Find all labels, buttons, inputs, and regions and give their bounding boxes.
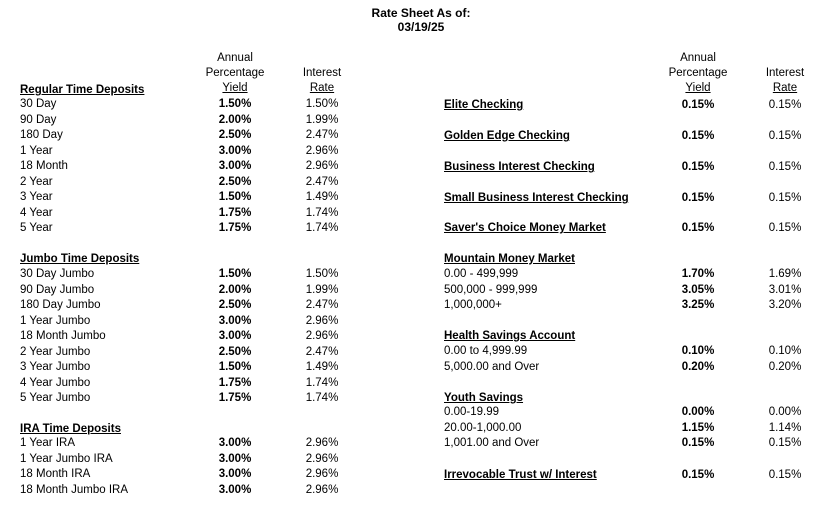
row-apy: 2.50% (218, 129, 252, 141)
business-interest-checking-rate: 0.15% (768, 161, 802, 173)
right-rate-header-rate: Rate (772, 82, 798, 94)
small-business-interest-checking-apy: 0.15% (681, 192, 715, 204)
row-label: 4 Year Jumbo (20, 376, 91, 389)
row-label: 2 Year Jumbo (20, 345, 91, 358)
row-rate: 2.96% (305, 144, 339, 157)
small-business-interest-checking-label: Small Business Interest Checking (444, 192, 629, 204)
regular-time-deposits-heading: Regular Time Deposits (20, 84, 145, 96)
row-apy: 3.00% (218, 437, 252, 449)
as-of-date: 03/19/25 (397, 20, 445, 34)
row-label: 1 Year IRA (20, 437, 75, 449)
row-rate: 2.47% (305, 129, 339, 141)
row-label: 18 Month (20, 160, 68, 172)
row-label: 0.00 - 499,999 (444, 268, 519, 280)
row-rate: 2.96% (305, 483, 339, 496)
row-rate: 1.99% (305, 283, 339, 296)
row-apy: 0.15% (681, 437, 715, 449)
row-apy: 2.00% (218, 113, 252, 126)
row-apy: 1.70% (681, 268, 715, 280)
elite-checking-apy: 0.15% (681, 99, 715, 111)
row-label: 0.00-19.99 (444, 406, 499, 418)
row-rate: 0.10% (768, 345, 802, 357)
row-apy: 3.00% (218, 144, 252, 157)
row-apy: 2.50% (218, 345, 252, 358)
row-label: 0.00 to 4,999.99 (444, 345, 528, 357)
left-apy-header-percentage: Percentage (205, 67, 265, 79)
row-label: 1 Year Jumbo (20, 314, 91, 327)
row-label: 18 Month IRA (20, 468, 91, 480)
row-label: 90 Day (20, 113, 57, 126)
row-apy: 1.15% (681, 421, 715, 434)
row-rate: 1.74% (305, 222, 339, 234)
row-rate: 1.99% (305, 113, 339, 126)
row-apy: 3.00% (218, 452, 252, 465)
left-apy-header-annual: Annual (217, 52, 253, 64)
row-rate: 1.14% (768, 421, 802, 434)
row-apy: 1.50% (218, 98, 252, 110)
row-rate: 2.47% (305, 175, 339, 188)
row-rate: 1.50% (305, 268, 339, 280)
row-label: 30 Day Jumbo (20, 268, 95, 280)
row-apy: 1.50% (218, 191, 252, 203)
row-apy: 1.50% (218, 361, 252, 373)
row-label: 3 Year (20, 191, 53, 203)
small-business-interest-checking-rate: 0.15% (768, 192, 802, 204)
row-label: 180 Day Jumbo (20, 299, 101, 311)
savers-choice-money-market-label: Saver's Choice Money Market (444, 222, 606, 234)
row-label: 1,000,000+ (444, 299, 502, 311)
row-label: 2 Year (20, 175, 53, 188)
left-rate-header-rate: Rate (309, 82, 335, 94)
row-rate: 2.47% (305, 345, 339, 358)
row-apy: 3.00% (218, 483, 252, 496)
jumbo-time-deposits-heading: Jumbo Time Deposits (20, 253, 140, 265)
row-rate: 1.74% (305, 206, 339, 219)
row-rate: 1.49% (305, 361, 339, 373)
row-rate: 2.96% (305, 468, 339, 480)
row-label: 1 Year Jumbo IRA (20, 452, 113, 465)
row-rate: 1.49% (305, 191, 339, 203)
right-rate-header-interest: Interest (765, 67, 805, 79)
row-label: 5 Year Jumbo (20, 392, 91, 404)
health-savings-account-heading: Health Savings Account (444, 330, 576, 342)
row-apy: 1.75% (218, 222, 252, 234)
row-apy: 0.20% (681, 360, 715, 373)
row-rate: 2.96% (305, 437, 339, 449)
row-label: 18 Month Jumbo IRA (20, 483, 129, 496)
row-rate: 0.15% (768, 437, 802, 449)
left-rate-header-interest: Interest (302, 67, 342, 79)
golden-edge-checking-label: Golden Edge Checking (444, 130, 570, 142)
row-rate: 1.74% (305, 392, 339, 404)
row-label: 1 Year (20, 144, 53, 157)
row-label: 180 Day (20, 129, 63, 141)
row-rate: 2.96% (305, 452, 339, 465)
row-apy: 2.00% (218, 283, 252, 296)
irrevocable-trust-rate: 0.15% (768, 469, 802, 481)
row-rate: 2.96% (305, 330, 339, 342)
row-label: 5 Year (20, 222, 53, 234)
row-rate: 3.01% (768, 283, 802, 296)
row-apy: 1.75% (218, 376, 252, 389)
right-apy-header-percentage: Percentage (668, 67, 728, 79)
row-rate: 0.20% (768, 360, 802, 373)
golden-edge-checking-rate: 0.15% (768, 130, 802, 142)
row-rate: 2.47% (305, 299, 339, 311)
ira-time-deposits-heading: IRA Time Deposits (20, 423, 121, 435)
row-apy: 1.75% (218, 392, 252, 404)
elite-checking-label: Elite Checking (444, 99, 524, 111)
row-apy: 2.50% (218, 175, 252, 188)
row-rate: 3.20% (768, 299, 802, 311)
row-label: 20.00-1,000.00 (444, 421, 522, 434)
row-rate: 2.96% (305, 160, 339, 172)
row-apy: 3.00% (218, 160, 252, 172)
irrevocable-trust-label: Irrevocable Trust w/ Interest (444, 469, 597, 481)
savers-choice-money-market-rate: 0.15% (768, 222, 802, 234)
row-apy: 1.75% (218, 206, 252, 219)
row-apy: 2.50% (218, 299, 252, 311)
row-rate: 1.69% (768, 268, 802, 280)
mountain-money-market-heading: Mountain Money Market (444, 253, 575, 265)
left-apy-header-yield: Yield (222, 82, 248, 94)
irrevocable-trust-apy: 0.15% (681, 469, 715, 481)
row-rate: 2.96% (305, 314, 339, 327)
right-apy-header-annual: Annual (680, 52, 716, 64)
row-apy: 3.25% (681, 299, 715, 311)
row-label: 30 Day (20, 98, 57, 110)
row-rate: 1.50% (305, 98, 339, 110)
business-interest-checking-apy: 0.15% (681, 161, 715, 173)
row-apy: 3.00% (218, 314, 252, 327)
row-label: 1,001.00 and Over (444, 437, 540, 449)
row-apy: 3.00% (218, 468, 252, 480)
row-apy: 3.00% (218, 330, 252, 342)
business-interest-checking-label: Business Interest Checking (444, 161, 595, 173)
elite-checking-rate: 0.15% (768, 99, 802, 111)
row-label: 3 Year Jumbo (20, 361, 91, 373)
savers-choice-money-market-apy: 0.15% (681, 222, 715, 234)
row-label: 18 Month Jumbo (20, 330, 106, 342)
row-rate: 1.74% (305, 376, 339, 389)
row-apy: 0.10% (681, 345, 715, 357)
row-rate: 0.00% (768, 406, 802, 418)
row-apy: 3.05% (681, 283, 715, 296)
row-apy: 1.50% (218, 268, 252, 280)
golden-edge-checking-apy: 0.15% (681, 130, 715, 142)
page-title: Rate Sheet As of: (371, 6, 471, 20)
row-label: 4 Year (20, 206, 53, 219)
row-apy: 0.00% (681, 406, 715, 418)
right-apy-header-yield: Yield (685, 82, 711, 94)
row-label: 500,000 - 999,999 (444, 283, 538, 296)
row-label: 90 Day Jumbo (20, 283, 95, 296)
row-label: 5,000.00 and Over (444, 360, 540, 373)
youth-savings-heading: Youth Savings (444, 392, 524, 404)
